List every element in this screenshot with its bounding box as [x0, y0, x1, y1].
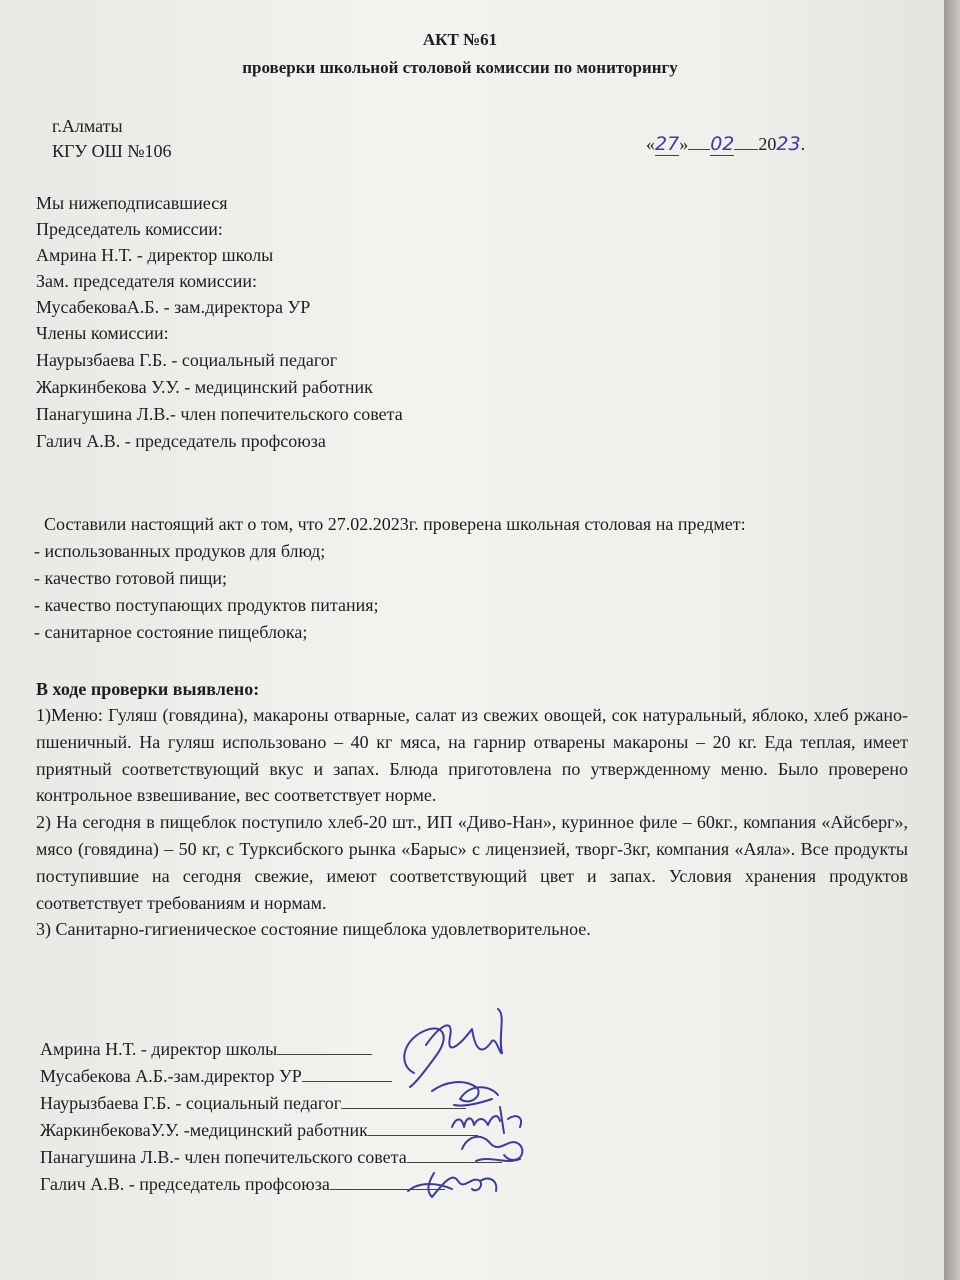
finding-sanitary: 3) Санитарно-гигиеническое состояние пищеблока удовлетворительное. — [36, 919, 591, 940]
date-year-prefix: 20 — [758, 134, 777, 154]
statement-item: - качество готовой пищи; — [34, 568, 228, 588]
deputy-label: Зам. председателя комиссии: — [36, 271, 257, 291]
signatory-name: Галич А.В. - председатель профсоюза — [40, 1174, 330, 1194]
commission-intro: Мы нижеподписавшиеся — [36, 193, 228, 213]
signatory-name: Мусабекова А.Б.-зам.директор УР — [40, 1066, 302, 1086]
signature-underline — [302, 1065, 392, 1082]
document-title: АКТ №61 — [422, 30, 498, 49]
date-open-quote: « — [646, 134, 655, 154]
document-subtitle: проверки школьной столовой комиссии по мониторингу — [242, 58, 678, 77]
date-underline — [688, 133, 710, 150]
statement-item: - качество поступающих продуктов питания; — [34, 595, 379, 615]
signature-scribble — [408, 1173, 496, 1197]
signature-row — [40, 1065, 392, 1087]
date-day: 27 — [655, 133, 680, 155]
member-item: Галич А.В. - председатель профсоюза — [36, 431, 326, 451]
page-edge — [944, 0, 960, 1280]
signature-underline — [277, 1038, 372, 1055]
findings-heading: В ходе проверки выявлено: — [36, 679, 260, 699]
statement-intro: Составили настоящий акт о том, что 27.02.2023г. проверена школьная столовая на предмет: — [44, 514, 746, 534]
signature-row — [40, 1038, 372, 1060]
date-period: . — [800, 134, 806, 154]
chair-name: Амрина Н.Т. - директор школы — [36, 245, 274, 265]
school-name: КГУ ОШ №106 — [52, 141, 172, 161]
member-item: Панагушина Л.В.- член попечительского совета — [36, 404, 403, 424]
finding-menu: 1)Меню: Гуляш (говядина), макароны отварные, салат из свежих овощей, сок натуральный, яблоко, хлеб ржано-пшеничный. На гуляш использовано – 40 кг мяса, на гарнир отварены макароны – 20 кг. Еда теплая, имеет приятный соответствующий вкус и запах. Блюда приготовлена по утвержденному меню. Было проверено контрольное взвешивание, вес соответствует норме. — [36, 705, 908, 806]
statement-item: - санитарное состояние пищеблока; — [34, 622, 308, 642]
signature-scribble — [404, 1009, 502, 1087]
deputy-name: МусабековаА.Б. - зам.директора УР — [36, 297, 311, 317]
signature-scribble — [462, 1137, 522, 1161]
members-label: Члены комиссии: — [36, 323, 169, 343]
date-underline — [734, 133, 758, 150]
signature-scribble — [452, 1107, 521, 1133]
signatory-name: Наурызбаева Г.Б. - социальный педагог — [40, 1093, 342, 1113]
handwritten-signatures — [380, 995, 560, 1205]
date-month: 02 — [710, 133, 735, 155]
chair-label: Председатель комиссии: — [36, 219, 223, 239]
findings-body — [36, 702, 908, 943]
signatory-name: Панагушина Л.В.- член попечительского совета — [40, 1147, 407, 1167]
date-year-suffix: 23 — [776, 133, 801, 155]
city: г.Алматы — [52, 116, 123, 136]
member-item: Наурызбаева Г.Б. - социальный педагог — [36, 350, 338, 370]
member-item: Жаркинбекова У.У. - медицинский работник — [36, 377, 373, 397]
date-close-quote: » — [679, 134, 689, 154]
finding-deliveries: 2) На сегодня в пищеблок поступило хлеб-20 шт., ИП «Диво-Нан», куринное филе – 60кг., компания «Айсберг», мясо (говядина) – 50 кг, с Турксибского рынка «Барыс» с лицензией, творг-3кг, компания «Аяла». Все продукты поступившие на сегодня свежие, имеют соответствующий цвет и запах. Условия хранения продуктов соответствует требованиям и нормам. — [36, 812, 908, 913]
document-date — [646, 133, 805, 155]
statement-item: - использованных продуков для блюд; — [34, 541, 326, 561]
signature-scribble — [432, 1082, 498, 1105]
signatory-name: ЖаркинбековаУ.У. -медицинский работник — [40, 1120, 368, 1140]
signatory-name: Амрина Н.Т. - директор школы — [40, 1039, 278, 1059]
